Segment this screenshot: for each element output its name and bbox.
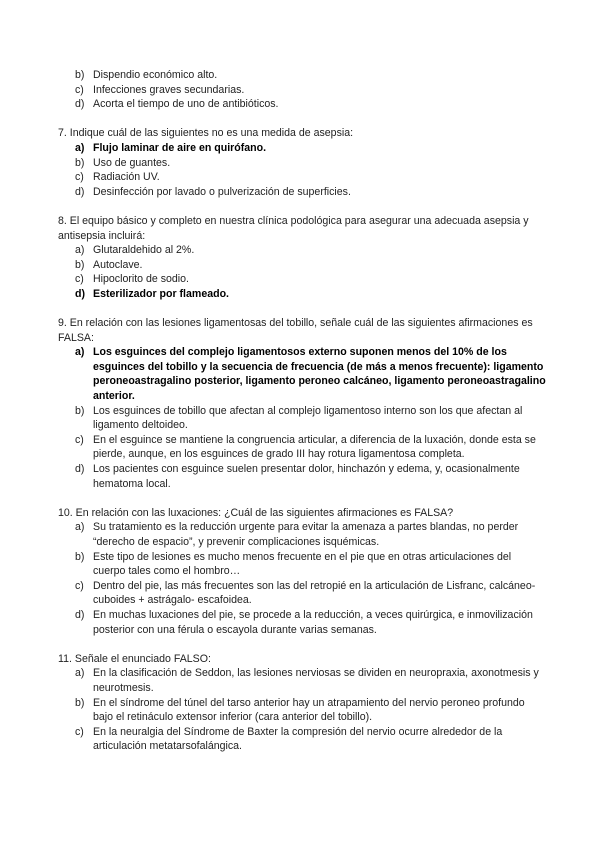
question-text: 9. En relación con las lesiones ligamentosas del tobillo, señale cuál de las siguientes afirmaciones es FALSA: [58,317,533,344]
option-letter: b) [75,258,85,271]
option-text: En el esguince se mantiene la congruencia articular, a diferencia de la luxación, donde esta se pierde, aunque, en los esguinces de grado III hay rotura ligamentosa completa. [93,433,536,461]
option-letter: c) [75,725,84,738]
option-text: En la clasificación de Seddon, las lesiones nerviosas se dividen en neuropraxia, axonotmesis y neurotmesis. [93,667,539,694]
option-letter: a) [75,667,85,680]
option [58,404,546,433]
question-8 [58,214,546,302]
option-text: Flujo laminar de aire en quirófano. [93,141,267,154]
option-letter: c) [75,171,84,184]
option [58,272,546,287]
option-text: En muchas luxaciones del pie, se procede a la reducción, a veces quirúrgica, e inmovilización posterior con una férula o escayola durante varias semanas. [93,608,533,636]
option-letter: d) [75,185,85,198]
option [58,520,546,549]
option-letter: d) [75,287,85,300]
option-text: Hipoclorito de sodio. [93,273,189,286]
question-options [58,141,546,199]
question-text: 7. Indique cuál de las siguientes no es una medida de asepsia: [58,127,354,140]
option-text: Glutaraldehido al 2%. [93,244,195,257]
question-text: 11. Señale el enunciado FALSO: [58,652,211,665]
option-letter: c) [75,433,84,446]
option-letter: c) [75,579,84,592]
option [58,608,546,637]
option [58,243,546,258]
option-text: Infecciones graves secundarias. [93,83,245,96]
question-options [58,520,546,637]
option [58,83,546,98]
option-letter: a) [75,346,85,359]
option [58,696,546,725]
continuation-options [58,68,546,112]
option-letter: b) [75,696,85,709]
option-letter: c) [75,273,84,286]
option-letter: d) [75,608,85,621]
option [58,185,546,200]
document-page [58,68,546,754]
option-letter: a) [75,244,85,257]
option-text: Radiación UV. [93,171,160,184]
option [58,433,546,462]
option [58,579,546,608]
option-text: Acorta el tiempo de uno de antibióticos. [93,98,279,111]
option-letter: a) [75,521,85,534]
question-text: 8. El equipo básico y completo en nuestra clínica podológica para asegurar una adecuada asepsia y antisepsia incluirá: [58,214,529,242]
question-10 [58,506,546,637]
option-text: Esterilizador por flameado. [93,287,229,300]
question-7 [58,126,546,199]
option-letter: c) [75,83,84,96]
option [58,156,546,171]
option-letter: d) [75,463,85,476]
option-letter: b) [75,404,85,417]
option-letter: b) [75,550,85,563]
option [58,462,546,491]
option-correct [58,287,546,302]
option-correct [58,345,546,403]
option-text: Los esguinces del complejo ligamentosos externo suponen menos del 10% de los esguinces del tobillo y la secuencia de frecuencia (de más a menos frecuente): ligamento peroneoastragalino posterior, ligamento peroneo calcáneo, ligamento peroneoastragalino anterior. [93,346,546,403]
option [58,258,546,273]
option-text: Dispendio económico alto. [93,69,218,81]
option-text: Su tratamiento es la reducción urgente para evitar la amenaza a partes blandas, no perder “derecho de espacio”, y prevenir complicaciones isquémicas. [93,521,519,548]
option [58,666,546,695]
option [58,68,546,83]
option-text: En el síndrome del túnel del tarso anterior hay un atrapamiento del nervio peroneo profundo bajo el retináculo extensor inferior (cara anterior del tobillo). [93,696,525,724]
option-text: Los esguinces de tobillo que afectan al complejo ligamentoso interno son los que afectan al ligamento deltoideo. [93,404,523,432]
option-text: Uso de guantes. [93,156,171,169]
option-letter: d) [75,98,85,111]
option [58,97,546,112]
option [58,550,546,579]
option-text: En la neuralgia del Síndrome de Baxter la compresión del nervio ocurre alrededor de la articulación metatarsofalángica. [93,725,503,753]
option-letter: a) [75,141,85,154]
option-letter: b) [75,156,85,169]
question-text: 10. En relación con las luxaciones: ¿Cuál de las siguientes afirmaciones es FALSA? [58,506,454,519]
option-text: Los pacientes con esguince suelen presentar dolor, hinchazón y edema, y, ocasionalmente hematoma local. [93,463,520,490]
option-text: Autoclave. [93,258,143,271]
option [58,170,546,185]
question-options [58,666,546,754]
option-text: Dentro del pie, las más frecuentes son las del retropié en la articulación de Lisfranc, calcáneo- cuboides + astrágalo- escafoidea. [93,579,536,607]
question-options [58,243,546,301]
option-correct [58,141,546,156]
question-options [58,345,546,491]
question-11 [58,652,546,754]
option-text: Desinfección por lavado o pulverización de superficies. [93,185,351,198]
question-9 [58,316,546,491]
option-text: Este tipo de lesiones es mucho menos frecuente en el pie que en otras articulaciones del cuerpo tales como el hombro… [93,550,512,578]
option-letter: b) [75,69,85,81]
option [58,725,546,754]
